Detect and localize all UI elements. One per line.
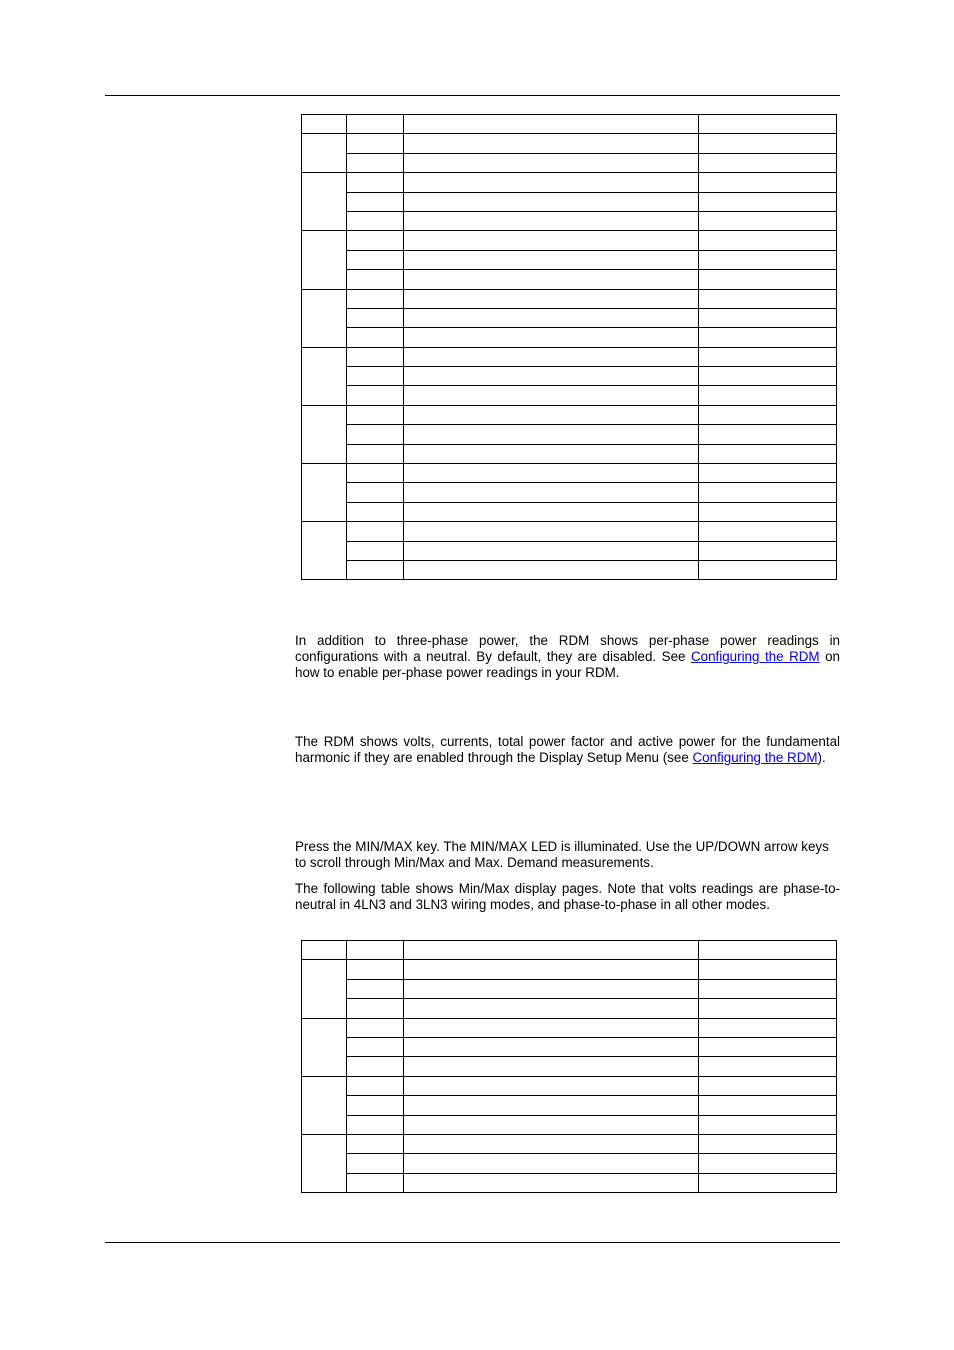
table-row bbox=[302, 425, 837, 444]
table-row bbox=[302, 405, 837, 424]
minmax-key-paragraph: Press the MIN/MAX key. The MIN/MAX LED is illuminated. Use the UP/DOWN arrow keys to scroll through Min/Max and Max. Demand measurements. bbox=[295, 839, 829, 871]
table-row bbox=[302, 1037, 837, 1056]
table-row bbox=[302, 1076, 837, 1095]
paragraph-text: In addition to three-phase power, the RDM shows per-phase power readings in configurations with a neutral. By default, they are disabled. See bbox=[295, 633, 840, 665]
table-row bbox=[302, 522, 837, 541]
configuring-rdm-link[interactable]: Configuring the RDM bbox=[692, 750, 818, 766]
table-row bbox=[302, 231, 837, 250]
table-header-row bbox=[302, 941, 837, 960]
table-row bbox=[302, 192, 837, 211]
paragraph-text: The RDM shows volts, currents, total power factor and active power for the fundamental harmonic if they are enabled through the Display Setup Menu (see bbox=[295, 734, 840, 766]
table-row bbox=[302, 960, 837, 979]
table-row bbox=[302, 367, 837, 386]
minmax-table-intro-paragraph: The following table shows Min/Max display pages. Note that volts readings are phase-to-neutral in 4LN3 and 3LN3 wiring modes, and phase-to-phase in all other modes. bbox=[295, 881, 840, 913]
table-row bbox=[302, 464, 837, 483]
table-row bbox=[302, 560, 837, 579]
footer-rule bbox=[105, 1242, 840, 1243]
table-row bbox=[302, 134, 837, 153]
table-row bbox=[302, 979, 837, 998]
table-row bbox=[302, 173, 837, 192]
table-row bbox=[302, 444, 837, 463]
table-row bbox=[302, 483, 837, 502]
table-row bbox=[302, 1154, 837, 1173]
table-row bbox=[302, 250, 837, 269]
header-rule bbox=[105, 95, 840, 96]
table-row bbox=[302, 1173, 837, 1192]
table-row bbox=[302, 1115, 837, 1134]
table-row bbox=[302, 386, 837, 405]
table-row bbox=[302, 328, 837, 347]
table-row bbox=[302, 999, 837, 1018]
table-row bbox=[302, 270, 837, 289]
display-pages-table bbox=[301, 114, 837, 580]
table-row bbox=[302, 502, 837, 521]
paragraph-text: on how to enable per-phase power readings in your RDM. bbox=[295, 649, 840, 681]
table-row bbox=[302, 1096, 837, 1115]
table-row bbox=[302, 347, 837, 366]
table-header-row bbox=[302, 115, 837, 134]
table-row bbox=[302, 308, 837, 327]
table-row bbox=[302, 211, 837, 230]
configuring-rdm-link[interactable]: Configuring the RDM bbox=[690, 649, 820, 665]
table-row bbox=[302, 1134, 837, 1153]
paragraph-text: ). bbox=[817, 750, 826, 766]
minmax-display-pages-table bbox=[301, 940, 837, 1193]
table-row bbox=[302, 153, 837, 172]
table-row bbox=[302, 1018, 837, 1037]
per-phase-power-paragraph bbox=[295, 633, 840, 682]
table-row bbox=[302, 289, 837, 308]
table-row bbox=[302, 541, 837, 560]
table-row bbox=[302, 1057, 837, 1076]
fundamental-harmonic-paragraph bbox=[295, 734, 840, 766]
